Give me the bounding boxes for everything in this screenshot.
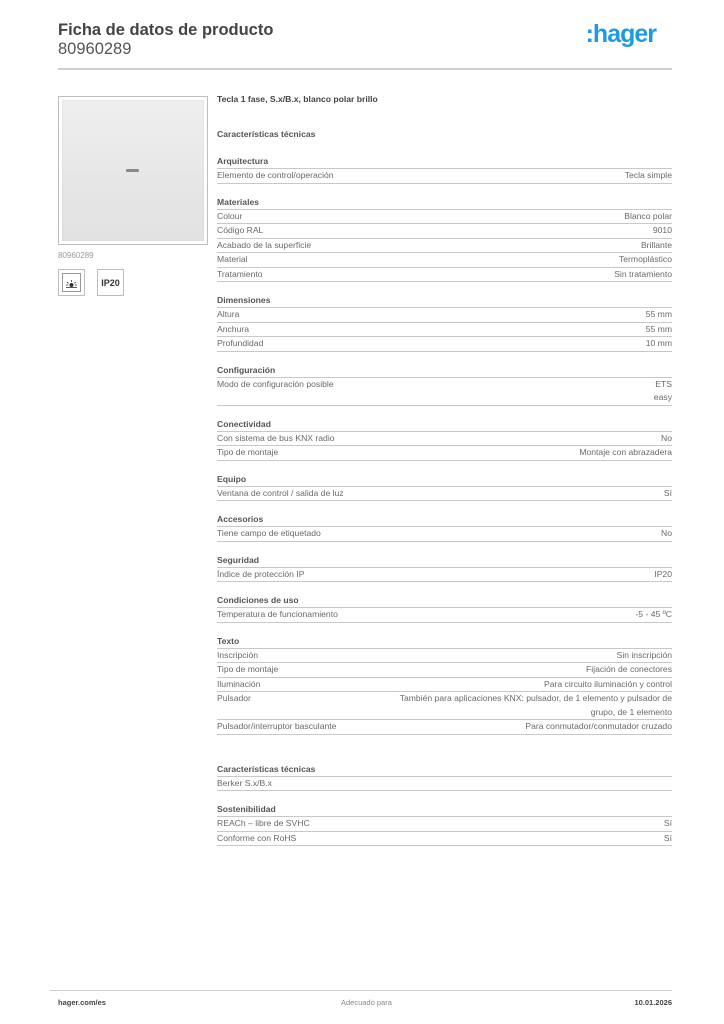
footer-center-text: Adecuado para — [341, 998, 392, 1007]
spec-key: Acabado de la superficie — [217, 239, 312, 250]
spec-key: Tratamiento — [217, 268, 263, 279]
spec-value-line: -5 - 45 ºC — [635, 609, 672, 619]
spec-key: Tipo de montaje — [217, 664, 279, 674]
spec-key: Índice de protección IP — [217, 568, 305, 579]
spec-value — [646, 337, 672, 351]
spec-key: Conforme con RoHS — [217, 832, 297, 843]
spec-group-title: Dimensiones — [217, 294, 672, 308]
spec-value-line: Sí — [663, 818, 672, 828]
spec-value — [625, 169, 672, 183]
spec-group-title: Condiciones de uso — [217, 594, 672, 608]
spec-key: Inscripción — [217, 649, 259, 660]
ip-rating-label: IP20 — [101, 277, 120, 288]
spec-group — [217, 473, 672, 502]
spec-content — [217, 94, 672, 846]
ip-rating-badge — [97, 269, 124, 296]
spec-key: Iluminación — [217, 678, 261, 689]
spec-group — [217, 196, 672, 283]
spec-value-line: Sí — [663, 487, 672, 498]
spec-row — [217, 432, 672, 447]
spec-row — [217, 224, 672, 239]
spec-group-title: Configuración — [217, 364, 672, 378]
spec-value — [579, 446, 672, 460]
spec-value — [617, 649, 672, 663]
spec-value-line: 55 mm — [645, 309, 672, 319]
spec-value-line: No — [661, 432, 672, 443]
spec-value — [544, 678, 672, 692]
spec-row — [217, 678, 672, 693]
spec-value-line: Sin inscripción — [616, 649, 672, 660]
spec-value-line: Sí — [663, 832, 672, 843]
spec-key: Berker S.x/B.x — [217, 777, 272, 788]
spec-key: Profundidad — [217, 338, 264, 348]
spec-value-line: No — [661, 528, 672, 538]
spec-value-line: Sin tratamiento — [614, 268, 672, 279]
hager-logo: :hager — [585, 20, 656, 48]
light-outlet-badge — [58, 269, 85, 296]
spec-value — [619, 253, 672, 267]
spec-row — [217, 527, 672, 542]
spec-value — [661, 432, 672, 446]
spec-row — [217, 817, 672, 832]
spec-group-title: Arquitectura — [217, 155, 672, 169]
spec-row — [217, 268, 672, 283]
product-name: Tecla 1 fase, S.x/B.x, blanco polar brillo — [217, 94, 378, 104]
spec-value — [614, 268, 672, 282]
spec-group — [217, 594, 672, 623]
document-header — [58, 21, 672, 59]
spec-value — [635, 608, 672, 622]
product-image — [58, 96, 208, 245]
spec-value — [654, 568, 672, 582]
spec-key: REACh – libre de SVHC — [217, 818, 310, 828]
spec-value-line: Termoplástico — [618, 254, 672, 264]
spec-value — [664, 817, 672, 831]
spec-row — [217, 487, 672, 502]
spec-value — [525, 720, 672, 734]
footer-divider — [50, 990, 672, 991]
spec-row — [217, 649, 672, 664]
spec-group-title: Características técnicas — [217, 763, 672, 777]
spec-value-line: 9010 — [652, 225, 672, 235]
spec-row — [217, 337, 672, 352]
spec-row — [217, 446, 672, 461]
website-link[interactable]: hager.com/es — [58, 998, 106, 1007]
spec-row — [217, 378, 672, 406]
spec-row — [217, 253, 672, 268]
spec-value-line: Montaje con abrazadera — [579, 447, 672, 457]
spec-value — [400, 692, 672, 719]
spec-value-line: También para aplicaciones KNX: pulsador, de 1 elemento y pulsador de — [399, 693, 672, 703]
spec-value-line: 55 mm — [645, 323, 672, 334]
spec-key: Material — [217, 254, 248, 264]
spec-row — [217, 210, 672, 225]
spec-group — [217, 155, 672, 184]
spec-value-line: IP20 — [654, 568, 672, 579]
spec-group-title: Seguridad — [217, 554, 672, 568]
spec-group — [217, 364, 672, 406]
spec-value — [664, 487, 672, 501]
spec-key: Colour — [217, 210, 243, 221]
spec-group-title: Texto — [217, 635, 672, 649]
spec-key: Pulsador/interruptor basculante — [217, 721, 337, 731]
spec-group — [217, 418, 672, 461]
spec-value-line: Para circuito iluminación y control — [543, 678, 672, 689]
light-outlet-icon — [62, 273, 81, 292]
spec-groups — [217, 155, 672, 846]
spec-group — [217, 803, 672, 846]
spec-group — [217, 294, 672, 352]
spec-value-line: Fijación de conectores — [586, 664, 672, 674]
spec-value — [653, 224, 672, 238]
spec-key: Con sistema de bus KNX radio — [217, 432, 335, 443]
spec-row — [217, 692, 672, 720]
spec-value — [641, 239, 672, 253]
spec-value — [646, 308, 672, 322]
spec-group — [217, 635, 672, 735]
spec-group-title: Equipo — [217, 473, 672, 487]
spec-group — [217, 763, 672, 792]
spec-key: Anchura — [217, 323, 250, 334]
spec-group — [217, 513, 672, 542]
spec-row — [217, 663, 672, 678]
spec-value-line: ETS — [655, 378, 672, 389]
product-panel — [58, 96, 204, 296]
spec-value — [586, 663, 672, 677]
spec-key: Modo de configuración posible — [217, 378, 334, 389]
spec-value — [661, 527, 672, 541]
led-indicator — [126, 169, 139, 172]
document-date: 10.01.2026 — [634, 998, 672, 1007]
spec-group-title: Accesorios — [217, 513, 672, 527]
spec-value-line: 10 mm — [645, 338, 672, 348]
spec-row — [217, 323, 672, 338]
spec-key: Código RAL — [217, 225, 264, 235]
spec-row — [217, 568, 672, 583]
spec-row — [217, 832, 672, 847]
badge-list — [58, 269, 204, 296]
spec-row — [217, 777, 672, 792]
spec-row — [217, 608, 672, 623]
spec-group-title: Materiales — [217, 196, 672, 210]
spec-row — [217, 308, 672, 323]
product-number: 80960289 — [58, 40, 132, 58]
spec-value — [646, 323, 672, 337]
spec-value — [664, 832, 672, 846]
spec-row — [217, 169, 672, 184]
spec-value-line: easy — [653, 392, 672, 402]
spec-key: Tiene campo de etiquetado — [217, 528, 321, 538]
spec-key: Pulsador — [217, 693, 251, 703]
switch-plate-image — [62, 100, 204, 241]
spec-group-title: Conectividad — [217, 418, 672, 432]
spec-value — [654, 378, 672, 405]
image-caption: 80960289 — [58, 251, 94, 260]
spec-row — [217, 720, 672, 735]
spec-group-title: Sostenibilidad — [217, 803, 672, 817]
spec-value-line: Tecla simple — [624, 170, 672, 180]
spec-group — [217, 554, 672, 583]
spec-key: Ventana de control / salida de luz — [217, 487, 344, 498]
spec-value-line: Blanco polar — [624, 210, 672, 221]
header-divider — [58, 68, 672, 70]
spec-value-line: Brillante — [640, 239, 672, 250]
spec-value — [624, 210, 672, 224]
spec-value-line: grupo, de 1 elemento — [590, 706, 672, 717]
section-heading: Características técnicas — [217, 129, 316, 139]
spec-key: Elemento de control/operación — [217, 170, 334, 180]
spec-row — [217, 239, 672, 254]
spec-key: Altura — [217, 309, 240, 319]
spec-value-line: Para conmutador/conmutador cruzado — [525, 721, 672, 731]
spec-key: Tipo de montaje — [217, 447, 279, 457]
document-title: Ficha de datos de producto — [58, 21, 274, 39]
spec-key: Temperatura de funcionamiento — [217, 609, 338, 619]
